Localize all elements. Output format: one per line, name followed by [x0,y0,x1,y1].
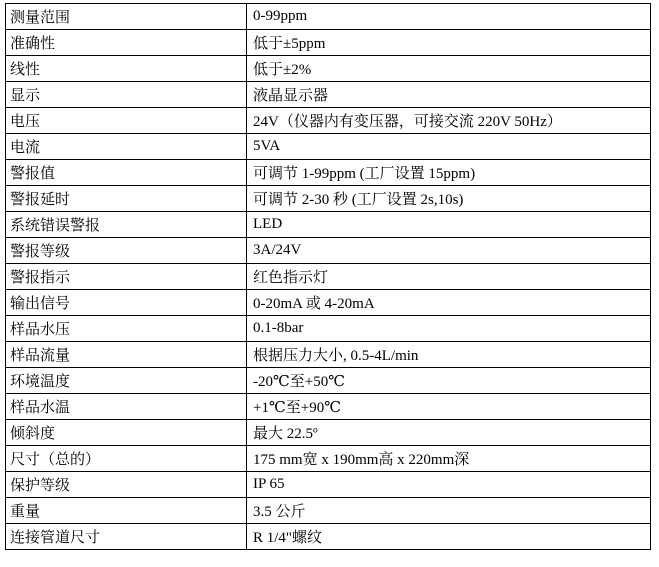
parameter-name-cell: 警报值 [6,160,247,186]
parameter-value-cell: 红色指示灯 [247,264,651,290]
table-row [6,264,651,290]
table-row [6,56,651,82]
table-row [6,290,651,316]
parameter-name-cell: 警报指示 [6,264,247,290]
parameter-value-cell: 3.5 公斤 [247,498,651,524]
parameter-name-cell: 测量范围 [6,4,247,30]
table-row [6,420,651,446]
spec-table [5,3,651,550]
table-row [6,498,651,524]
parameter-value-cell: 0-99ppm [247,4,651,30]
parameter-value-cell: 3A/24V [247,238,651,264]
parameter-value-cell: 175 mm宽 x 190mm高 x 220mm深 [247,446,651,472]
parameter-name-cell: 保护等级 [6,472,247,498]
table-row [6,134,651,160]
parameter-value-cell: 可调节 1-99ppm (工厂设置 15ppm) [247,160,651,186]
spec-table-body [6,4,651,550]
table-row [6,238,651,264]
parameter-name-cell: 准确性 [6,30,247,56]
table-row [6,212,651,238]
parameter-value-cell: 液晶显示器 [247,82,651,108]
parameter-value-cell: 0.1-8bar [247,316,651,342]
parameter-value-cell: R 1/4"螺纹 [247,524,651,550]
parameter-value-cell: 低于±2% [247,56,651,82]
parameter-value-cell: 0-20mA 或 4-20mA [247,290,651,316]
table-row [6,316,651,342]
parameter-name-cell: 环境温度 [6,368,247,394]
parameter-name-cell: 系统错误警报 [6,212,247,238]
parameter-name-cell: 警报等级 [6,238,247,264]
parameter-value-cell: 可调节 2-30 秒 (工厂设置 2s,10s) [247,186,651,212]
parameter-value-cell: 最大 22.5º [247,420,651,446]
parameter-name-cell: 电压 [6,108,247,134]
table-row [6,108,651,134]
table-row [6,186,651,212]
parameter-name-cell: 倾斜度 [6,420,247,446]
parameter-value-cell: 24V（仪器内有变压器，可接交流 220V 50Hz） [247,108,651,134]
table-row [6,82,651,108]
parameter-name-cell: 尺寸（总的） [6,446,247,472]
table-row [6,394,651,420]
parameter-name-cell: 连接管道尺寸 [6,524,247,550]
table-row [6,342,651,368]
parameter-value-cell: 低于±5ppm [247,30,651,56]
table-row [6,4,651,30]
parameter-value-cell: IP 65 [247,472,651,498]
parameter-value-cell: LED [247,212,651,238]
parameter-name-cell: 样品水压 [6,316,247,342]
parameter-name-cell: 线性 [6,56,247,82]
parameter-name-cell: 重量 [6,498,247,524]
parameter-value-cell: 5VA [247,134,651,160]
parameter-value-cell: 根据压力大小, 0.5-4L/min [247,342,651,368]
parameter-name-cell: 警报延时 [6,186,247,212]
table-row [6,160,651,186]
table-row [6,446,651,472]
table-row [6,524,651,550]
parameter-name-cell: 样品流量 [6,342,247,368]
parameter-name-cell: 输出信号 [6,290,247,316]
table-row [6,30,651,56]
parameter-name-cell: 显示 [6,82,247,108]
parameter-value-cell: +1℃至+90℃ [247,394,651,420]
parameter-value-cell: -20℃至+50℃ [247,368,651,394]
parameter-name-cell: 电流 [6,134,247,160]
parameter-name-cell: 样品水温 [6,394,247,420]
table-row [6,368,651,394]
table-row [6,472,651,498]
